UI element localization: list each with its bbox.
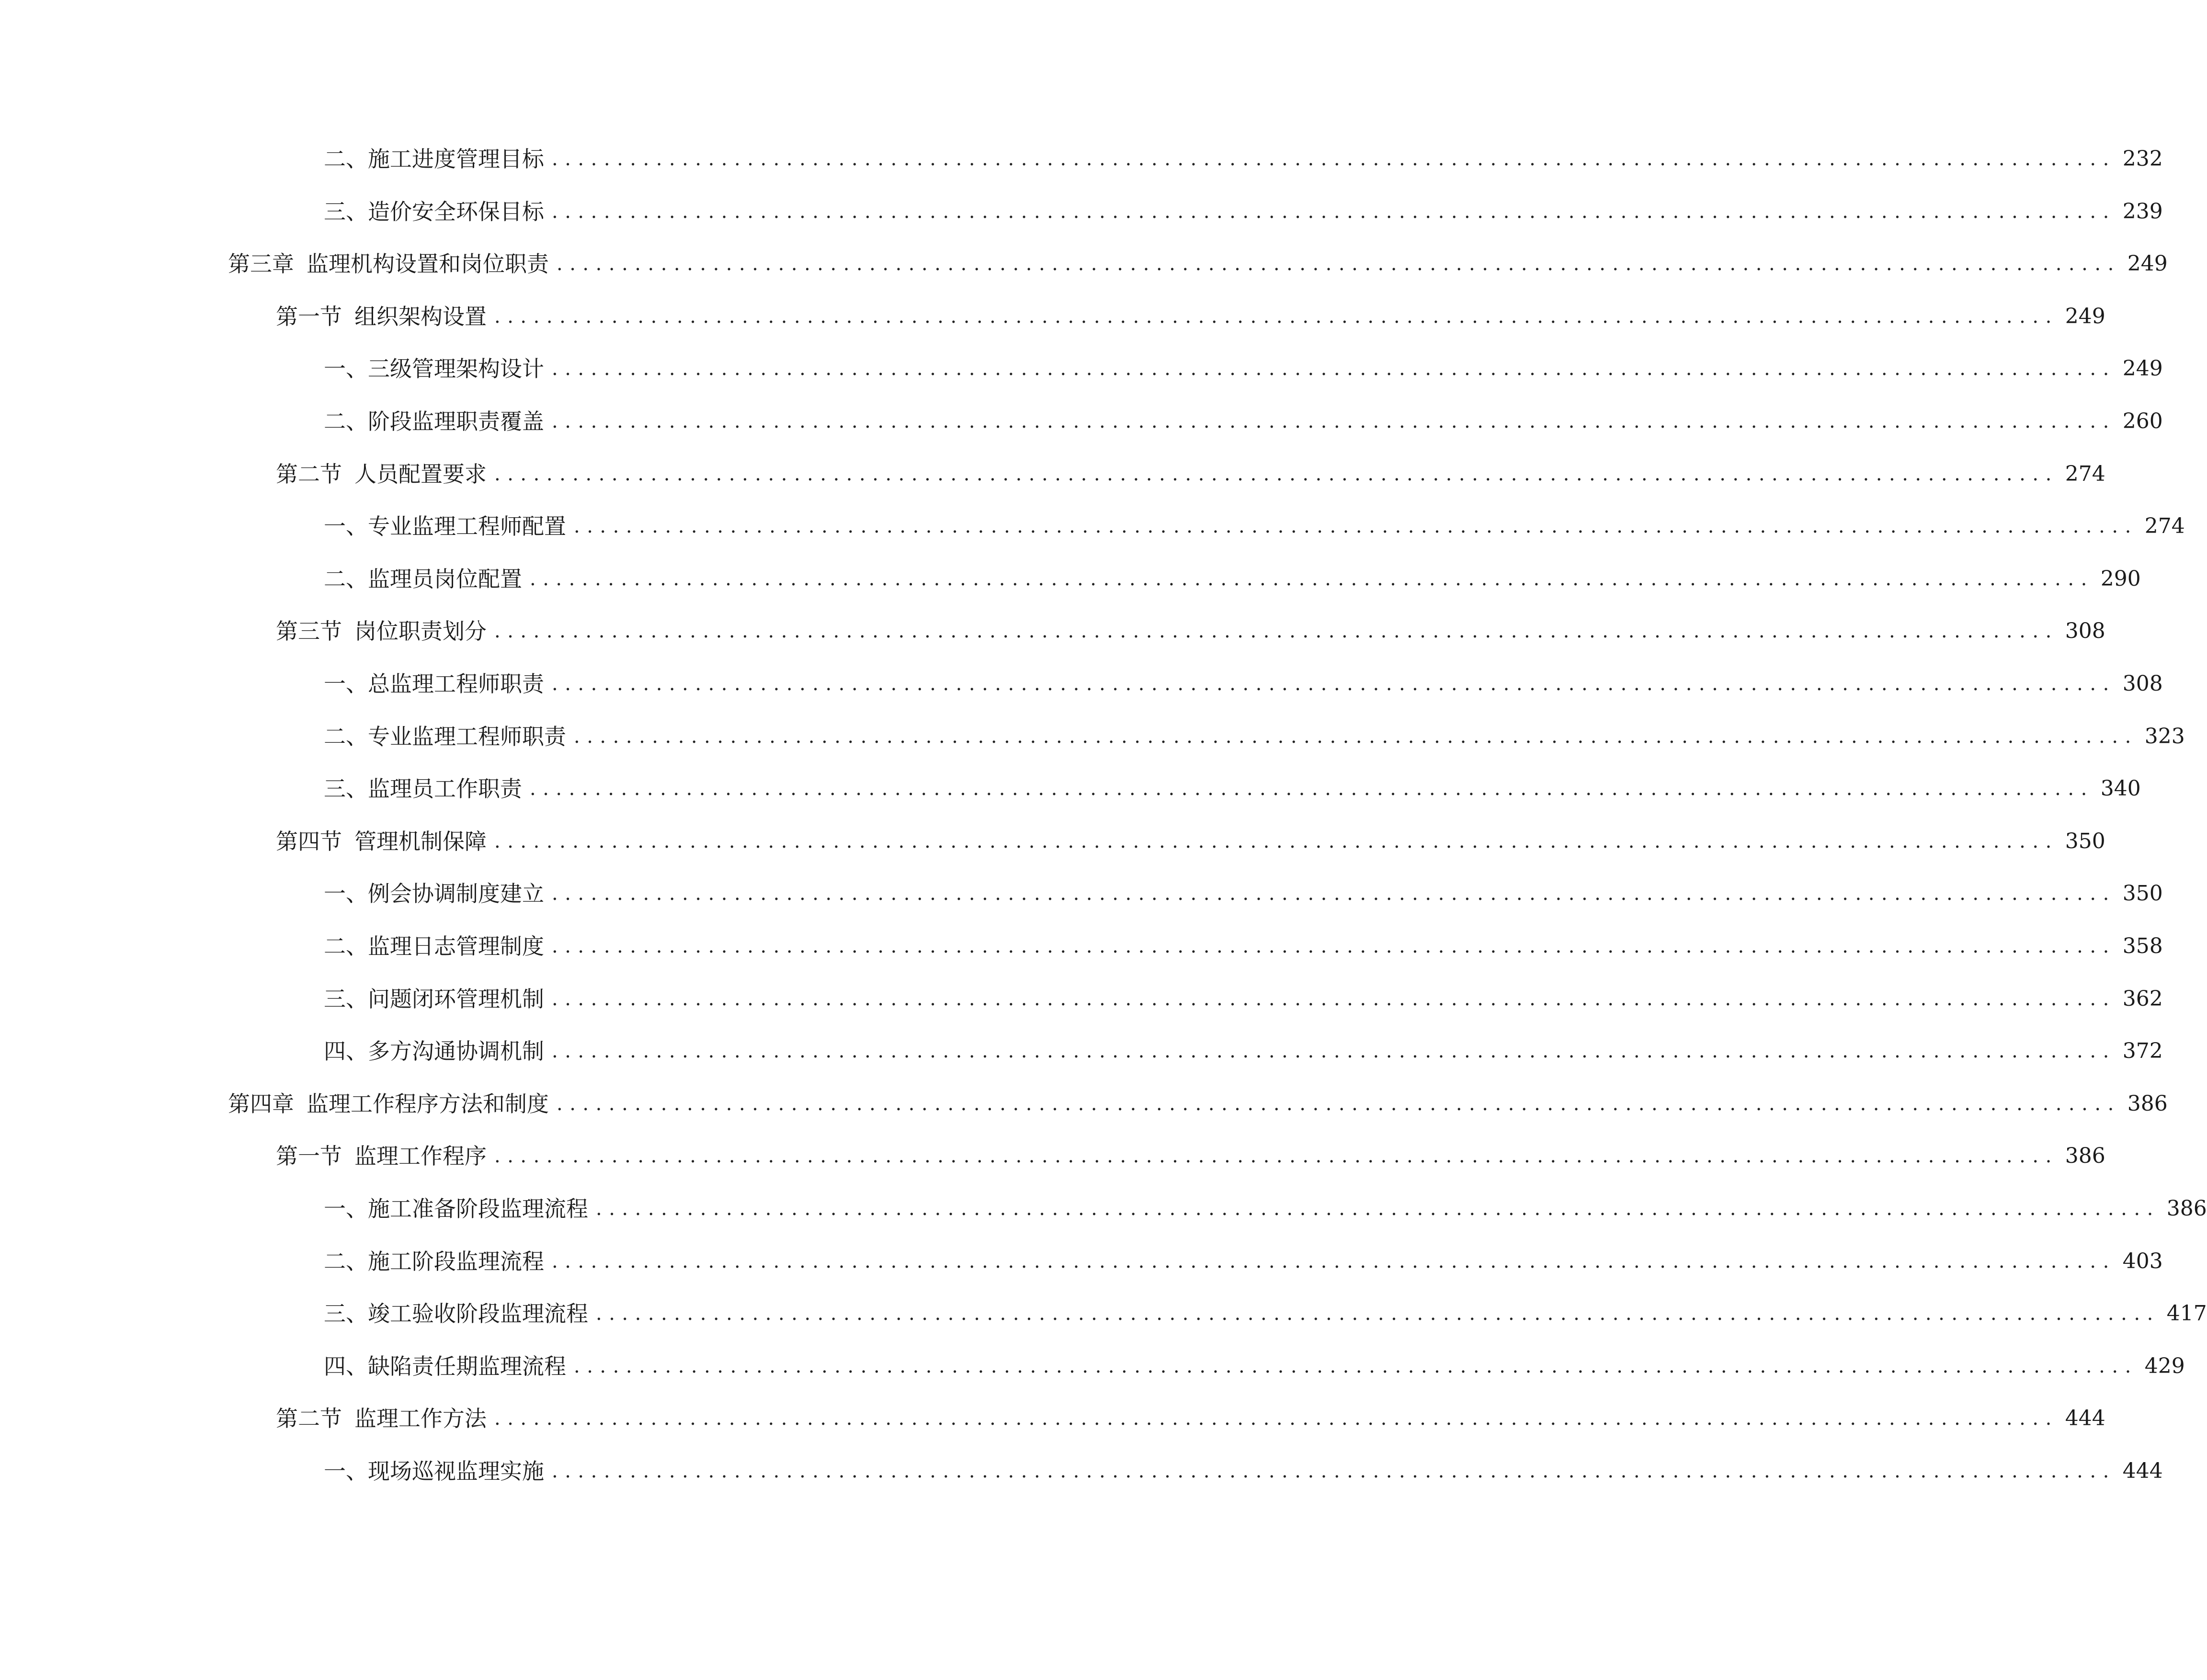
toc-entry[interactable]: [324, 193, 2163, 231]
toc-entry-title: 监理机构设置和岗位职责: [307, 251, 549, 277]
toc-entry[interactable]: [324, 1452, 2163, 1490]
toc-entry-title: 三级管理架构设计: [368, 356, 544, 382]
toc-page-number: 372: [2122, 1039, 2163, 1064]
toc-entry[interactable]: [228, 245, 2168, 283]
toc-dot-leader: ........................................................................................................................: [552, 358, 2116, 380]
toc-entry-number: 四、: [324, 1038, 368, 1065]
toc-entry[interactable]: [324, 1032, 2163, 1070]
toc-dot-leader: ........................................................................................................................: [596, 1198, 2160, 1220]
toc-dot-leader: ........................................................................................................................: [494, 1145, 2059, 1168]
toc-page-number: 358: [2122, 934, 2163, 958]
toc-entry-title: 施工准备阶段监理流程: [368, 1196, 588, 1222]
toc-entry-number: 一、: [324, 671, 368, 697]
toc-page-number: 260: [2122, 409, 2163, 433]
toc-entry-title: 专业监理工程师职责: [368, 723, 566, 749]
toc-entry-title: 人员配置要求: [354, 461, 487, 487]
toc-page-number: 444: [2122, 1459, 2163, 1483]
toc-entry-title: 竣工验收阶段监理流程: [368, 1301, 588, 1327]
toc-page-number: 274: [2065, 461, 2105, 486]
toc-dot-leader: ........................................................................................................................: [557, 1092, 2121, 1115]
toc-entry[interactable]: [324, 1242, 2163, 1281]
toc-entry[interactable]: [276, 1399, 2105, 1438]
toc-dot-leader: ........................................................................................................................: [530, 778, 2094, 800]
toc-entry-title: 现场巡视监理实施: [368, 1458, 544, 1484]
toc-entry-number: 四、: [324, 1353, 368, 1379]
toc-page-number: 323: [2144, 724, 2185, 749]
toc-entry[interactable]: [324, 1294, 2207, 1333]
toc-dot-leader: ........................................................................................................................: [494, 305, 2059, 328]
toc-page-number: 249: [2065, 304, 2105, 329]
toc-entry-number: 三、: [324, 986, 368, 1012]
toc-page-number: 417: [2166, 1301, 2207, 1326]
toc-entry[interactable]: [324, 560, 2141, 598]
toc-entry-title: 施工进度管理目标: [368, 146, 544, 172]
toc-entry-number: 第二节: [276, 461, 342, 487]
toc-dot-leader: ........................................................................................................................: [552, 410, 2116, 432]
toc-entry-number: 一、: [324, 881, 368, 907]
toc-entry[interactable]: [324, 770, 2141, 808]
toc-entry[interactable]: [324, 1190, 2207, 1228]
toc-entry[interactable]: [276, 455, 2105, 493]
toc-entry-title: 监理日志管理制度: [368, 933, 544, 959]
toc-entry[interactable]: [276, 612, 2105, 650]
toc-entry-title: 专业监理工程师配置: [368, 513, 566, 540]
toc-page-number: 350: [2122, 881, 2163, 906]
toc-dot-leader: ........................................................................................................................: [494, 830, 2059, 852]
toc-entry-number: 二、: [324, 409, 368, 434]
toc-entry-number: 一、: [324, 513, 368, 540]
toc-entry-number: 第三章: [228, 251, 294, 277]
toc-entry-number: 一、: [324, 1196, 368, 1222]
toc-dot-leader: ........................................................................................................................: [530, 568, 2094, 590]
toc-dot-leader: ........................................................................................................................: [574, 1355, 2138, 1377]
toc-dot-leader: ........................................................................................................................: [552, 148, 2116, 170]
toc-dot-leader: ........................................................................................................................: [574, 515, 2138, 538]
toc-dot-leader: ........................................................................................................................: [552, 1460, 2116, 1482]
toc-dot-leader: ........................................................................................................................: [574, 725, 2138, 748]
toc-entry-number: 第四节: [276, 828, 342, 854]
toc-page-number: 249: [2122, 356, 2163, 381]
toc-dot-leader: ........................................................................................................................: [552, 1040, 2116, 1063]
toc-page-number: 239: [2122, 199, 2163, 224]
toc-entry-number: 一、: [324, 356, 368, 382]
toc-entry-title: 阶段监理职责覆盖: [368, 409, 544, 434]
toc-entry-title: 总监理工程师职责: [368, 671, 544, 697]
toc-page-number: 362: [2122, 986, 2163, 1011]
toc-dot-leader: ........................................................................................................................: [596, 1303, 2160, 1325]
toc-entry-number: 二、: [324, 933, 368, 959]
toc-entry-title: 监理工作程序方法和制度: [307, 1090, 549, 1117]
toc-entry[interactable]: [324, 980, 2163, 1018]
toc-entry-title: 例会协调制度建立: [368, 881, 544, 907]
toc-page-number: 386: [2065, 1144, 2105, 1169]
toc-entry[interactable]: [324, 350, 2163, 388]
toc-entry-title: 施工阶段监理流程: [368, 1248, 544, 1274]
toc-entry-number: 二、: [324, 1248, 368, 1274]
toc-entry-number: 二、: [324, 566, 368, 592]
toc-dot-leader: ........................................................................................................................: [494, 463, 2059, 485]
toc-dot-leader: ........................................................................................................................: [552, 673, 2116, 695]
toc-page-number: 403: [2122, 1249, 2163, 1273]
toc-page-number: 232: [2122, 147, 2163, 171]
toc-entry-title: 缺陷责任期监理流程: [368, 1353, 566, 1379]
toc-entry[interactable]: [276, 822, 2105, 861]
toc-dot-leader: ........................................................................................................................: [494, 620, 2059, 643]
toc-dot-leader: ........................................................................................................................: [552, 988, 2116, 1010]
toc-entry-title: 问题闭环管理机制: [368, 986, 544, 1012]
toc-entry-title: 岗位职责划分: [354, 618, 487, 645]
toc-page-number: 386: [2166, 1196, 2207, 1221]
toc-entry-number: 第一节: [276, 303, 342, 329]
toc-dot-leader: ........................................................................................................................: [552, 1250, 2116, 1272]
toc-entry[interactable]: [324, 402, 2163, 441]
toc-entry[interactable]: [228, 1085, 2168, 1123]
toc-dot-leader: ........................................................................................................................: [557, 253, 2121, 275]
toc-entry-number: 三、: [324, 1301, 368, 1327]
toc-entry-number: 二、: [324, 146, 368, 172]
toc-entry[interactable]: [324, 1347, 2185, 1385]
toc-dot-leader: ........................................................................................................................: [494, 1408, 2059, 1430]
toc-page-number: 249: [2127, 251, 2168, 276]
toc-entry[interactable]: [324, 927, 2163, 965]
toc-entry-number: 二、: [324, 723, 368, 749]
toc-entry-title: 监理员岗位配置: [368, 566, 522, 592]
toc-page-number: 308: [2065, 619, 2105, 644]
toc-entry[interactable]: [324, 874, 2163, 913]
toc-entry-number: 三、: [324, 776, 368, 802]
toc-entry-title: 组织架构设置: [354, 303, 487, 329]
toc-entry[interactable]: [324, 140, 2163, 178]
toc-page-number: 444: [2065, 1406, 2105, 1431]
toc-page-number: 429: [2144, 1353, 2185, 1378]
toc-entry-number: 一、: [324, 1458, 368, 1484]
toc-entry-number: 三、: [324, 198, 368, 225]
toc-entry-number: 第三节: [276, 618, 342, 645]
toc-page-number: 274: [2144, 514, 2185, 539]
toc-page-number: 308: [2122, 671, 2163, 696]
toc-dot-leader: ........................................................................................................................: [552, 935, 2116, 957]
toc-page-number: 340: [2100, 776, 2141, 801]
toc-entry-number: 第一节: [276, 1143, 342, 1169]
toc-page-number: 290: [2100, 566, 2141, 591]
toc-entry-title: 造价安全环保目标: [368, 198, 544, 225]
toc-entry[interactable]: [276, 297, 2105, 336]
toc-entry[interactable]: [276, 1137, 2105, 1175]
toc-dot-leader: ........................................................................................................................: [552, 200, 2116, 223]
toc-entry-title: 监理工作方法: [354, 1406, 487, 1432]
toc-page-number: 386: [2127, 1091, 2168, 1116]
toc-entry-title: 监理工作程序: [354, 1143, 487, 1169]
toc-entry[interactable]: [324, 665, 2163, 703]
toc-entry[interactable]: [324, 717, 2185, 756]
toc-entry-number: 第二节: [276, 1406, 342, 1432]
toc-entry-number: 第四章: [228, 1090, 294, 1117]
toc-entry[interactable]: [324, 507, 2185, 545]
toc-entry-title: 多方沟通协调机制: [368, 1038, 544, 1065]
toc-dot-leader: ........................................................................................................................: [552, 883, 2116, 905]
toc-page-number: 350: [2065, 829, 2105, 853]
toc-entry-title: 管理机制保障: [354, 828, 487, 854]
toc-entry-title: 监理员工作职责: [368, 776, 522, 802]
